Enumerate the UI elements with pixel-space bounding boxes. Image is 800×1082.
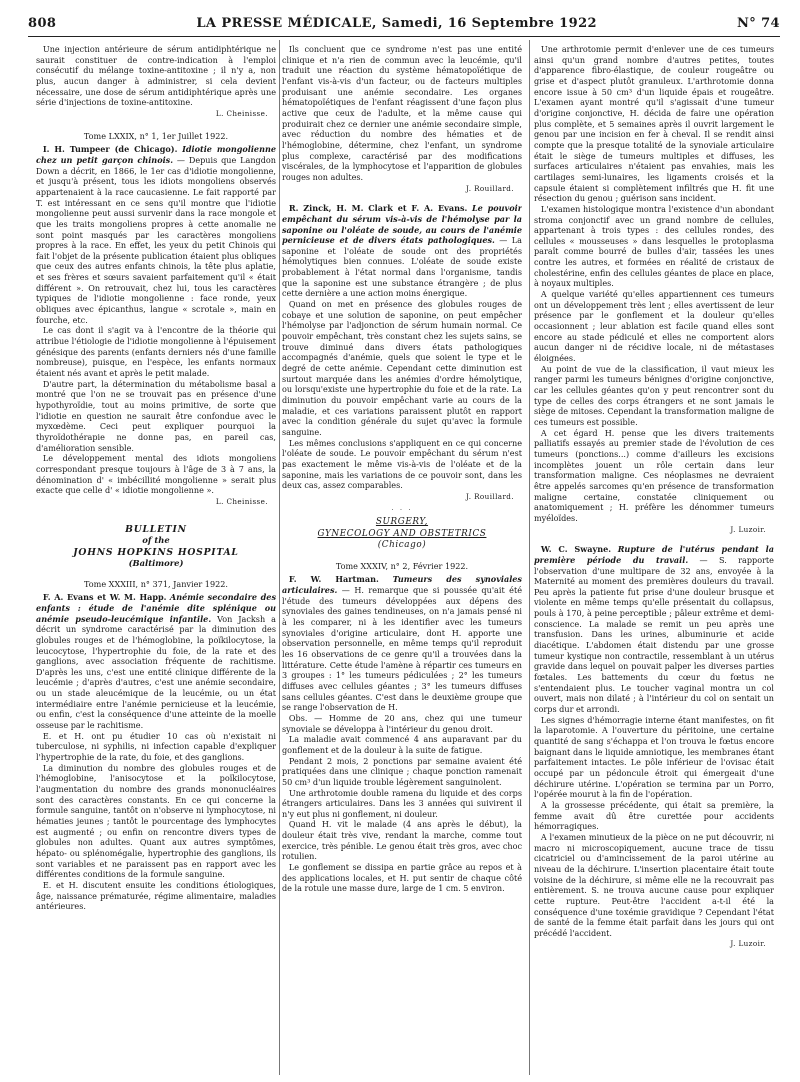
paragraph: La maladie avait commencé 4 ans auparavant par du gonflement et de la douleur à la suite de fatigue. bbox=[282, 734, 522, 755]
paragraph: A cet égard H. pense que les divers traitements palliatifs essayés au premier stade de l'évolution de ces tumeurs (ponctions...) comme d'ailleurs les excisions incomplètes jouent un rôle certain dans leur transformation maligne. Ces néoplasmes ne devraient être appelés sarcomes qu'en présence de transformation maligne certaine, constatée cliniquement ou anatomiquement ; H. préfère les dénommer tumeurs myéloïdes. bbox=[534, 427, 774, 523]
separator-ornament: · · · bbox=[391, 505, 413, 514]
paragraph: A la grossesse précédente, qui était sa première, la femme avait dû être curettée pour accidents hémorragiques. bbox=[534, 799, 774, 832]
section-subtitle: of the bbox=[142, 535, 170, 546]
article-lead bbox=[282, 203, 522, 299]
article-author: I. H. Tumpeer (de Chicago). bbox=[42, 144, 178, 155]
article-author: R. Zinck, H. M. Clark et F. A. Evans. bbox=[288, 203, 468, 214]
paragraph: A l'examen minutieux de la pièce on ne put découvrir, ni macro ni microscopiquement, aucune trace de tissu cicatriciel ou d'amincissement de la paroi utérine au niveau de la déchirure. L'insertion placentaire était toute voisine de la déchirure, si même elle ne la recouvrait pas entièrement. S. ne trouva aucune cause pour expliquer cette rupture. Peut-être l'accident a-t-il été la conséquence d'une toxémie gravidique ? Cependant l'état de santé de la femme était parfait dans les jours qui ont précédé l'accident. bbox=[534, 831, 774, 938]
signature: J. Rouillard. bbox=[466, 183, 514, 193]
article-title: Tumeurs des synoviales articulaires. bbox=[282, 574, 522, 596]
article-title: Le pouvoir empêchant du sérum vis-à-vis de l'hémolyse par la saponine ou l'oléate de soude, au cours de l'anémie pernicieuse et de divers états pathologiques. bbox=[282, 203, 522, 246]
article-text: — S. rapporte l'observation d'une multipare de 32 ans, envoyée à la Maternité au moment des premières douleurs du travail. Peu après la patiente fut prise d'une douleur brusque et violente en même temps qu'elle présentait du collapsus, pouls à 170, à peine perceptible ; pâleur extrême et demi-conscience. La malade se remit un peu après une transfusion. Dans les urines, albuminurie et acide diacétique. L'abdomen était distendu par une grosse tumeur kystique non contractile, ressemblant à un utérus gravide dans lequel on pouvait palper les diverses parties fœtales. Les battements du cœur du fœtus ne s'entendaient plus. Le toucher vaginal montra un col ouvert, mais non dilaté ; à l'intérieur du col on sentait un corps dur et arrondi. bbox=[534, 554, 774, 715]
page-number: 808 bbox=[28, 16, 57, 31]
signature: J. Luzoir. bbox=[730, 939, 766, 949]
paragraph: D'autre part, la détermination du métabolisme basal a montré que l'on ne se trouvait pas en présence d'une hypothyroïdie, tout au moins primitive, de sorte que l'idiotie en question ne saurait être confondue avec le myxœdème. Ceci peut expliquer pourquoi la thyroïdothérapie ne donne pas, en pareil cas, d'amélioration sensible. bbox=[36, 378, 276, 453]
issue-reference: Tome XXXIII, n° 371, Janvier 1922. bbox=[84, 578, 228, 589]
article-lead bbox=[534, 544, 774, 715]
paragraph: E. et H. discutent ensuite les conditions étiologiques, âge, naissance prématurée, régime alimentaire, maladies antérieures. bbox=[36, 879, 276, 912]
paragraph: Ils concluent que ce syndrome n'est pas une entité clinique et n'a rien de commun avec la leucémie, qu'il traduit une réaction du système hématopoïétique de l'enfant vis-à-vis d'un facteur, ou de facteurs multiples produisant une anémie secondaire. Les organes hématopoïétiques de l'enfant réagissent d'une façon plus active que ceux de l'adulte, et la même cause qui produirait chez ce dernier une anémie secondaire simple, avec réduction du nombre des hématies et de l'hémoglobine, détermine, chez l'enfant, un syndrome plus complexe, caractérisé par des modifications viscérales, de la lymphocytose et l'apparition de globules rouges non adultes. bbox=[282, 44, 522, 182]
issue-reference: Tome XXXIV, n° 2, Février 1922. bbox=[335, 560, 469, 571]
article-author: F. A. Evans et W. M. Happ. bbox=[42, 592, 167, 603]
paragraph: Une arthrotomie permit d'enlever une de ces tumeurs ainsi qu'un grand nombre d'autres petites, toutes d'apparence fibro-élastique, de couleur rougeâtre ou grise et d'aspect plutôt granuleux. L'arthrotomie donna encore issue à 50 cm³ d'un liquide épais et rougeâtre. L'examen ayant montré qu'il s'agissait d'une tumeur d'origine conjonctive, H. décida de faire une opération plus complète, et 5 semaines après il ouvrit largement le genou par une incision en fer à cheval. Il se rendit ainsi compte que la presque totalité de la synoviale articulaire était le siège de tumeurs multiples et diffuses, les surfaces articulaires n'étaient pas envahies, mais les cartilages semi-lunaires, les ligaments croisés et la capsule étaient si complètement infiltrés que H. fit une résection du genou ; guérison sans incident. bbox=[534, 44, 774, 204]
section-title: GYNECOLOGY AND OBSTETRICS bbox=[317, 528, 487, 539]
paragraph: Obs. — Homme de 20 ans, chez qui une tumeur synoviale se développa à l'intérieur du genou droit. bbox=[282, 712, 522, 734]
signature: J. Luzoir. bbox=[730, 524, 766, 534]
article-title: Rupture de l'utérus pendant la première période du travail. bbox=[534, 544, 774, 565]
paragraph: Le développement mental des idiots mongoliens correspondant presque toujours à l'âge de 3 à 7 ans, la dénomination d' « imbécillité mongolienne » serait plus exacte que celle d' « idiotie mongolienne ». bbox=[36, 453, 276, 496]
article-text: — La saponine et l'oléate de soude ont des propriétés hémolytiques bien connues. L'oléate de soude existe probablement à l'état normal dans l'organisme, tandis que la saponine est une substance étrangère ; de plus cette dernière a une action moins énergique. bbox=[282, 235, 522, 299]
paragraph: Les mêmes conclusions s'appliquent en ce qui concerne l'oléate de soude. Le pouvoir empêchant du sérum n'est pas exactement le même vis-à-vis de l'oléate et de la saponine, mais les variations de ce pouvoir sont, dans les deux cas, assez comparables. bbox=[282, 437, 522, 491]
paragraph: A quelque variété qu'elles appartiennent ces tumeurs ont un développement très lent ; elles avertissent de leur présence par le gonflement et la douleur qu'elles occasionnent ; leur ablation est facile quand elles sont encore au stade pédiculé et elles ne comportent alors aucun danger ni de récidive locale, ni de métastases éloignées. bbox=[534, 289, 774, 364]
paragraph: Le cas dont il s'agit va à l'encontre de la théorie qui attribue l'étiologie de l'idiotie mongolienne à l'épuisement génésique des parents (enfants derniers nés d'une famille nombreuse), puisque, en l'espèce, les enfants normaux étaient nés avant et après le petit malade. bbox=[36, 325, 276, 379]
issue-number: N° 74 bbox=[737, 16, 780, 31]
paragraph: La diminution du nombre des globules rouges et de l'hémoglobine, l'anisocytose et la poïkilocytose, l'augmentation du nombre des grands mononucléaires sont des caractères constants. En ce qui concerne la formule sanguine, tantôt on n'observe ni lymphocytose, ni hématies jeunes ; tantôt le pourcentage des lymphocytes est augmenté ; ou enfin on rencontre divers types de globules non adultes. Quant aux autres symptômes, hépato- ou splénomégalie, hypertrophie des ganglions, ils sont variables et ne paraissent pas en rapport avec les différentes conditions de la formule sanguine. bbox=[36, 762, 276, 880]
section-title: BULLETIN bbox=[125, 523, 187, 535]
paragraph: Au point de vue de la classification, il vaut mieux les ranger parmi les tumeurs bénignes d'origine conjonctive, car les cellules géantes qu'on y peut rencontrer sont du type de celles des corps étrangers et ne sont jamais le siège de mitoses. Cependant la transformation maligne de ces tumeurs est possible. bbox=[534, 363, 774, 427]
column-2 bbox=[282, 44, 522, 1069]
section-location: (Chicago) bbox=[377, 540, 427, 551]
article-title: Anémie secondaire des enfants : étude de l'anémie dite splénique ou anémie pseudo-leucémique infantile. bbox=[36, 592, 276, 624]
signature: J. Rouillard. bbox=[466, 491, 514, 501]
article-lead bbox=[36, 592, 276, 731]
section-title: SURGERY, bbox=[375, 517, 429, 528]
signature: L. Cheinisse. bbox=[215, 496, 268, 506]
column-divider bbox=[279, 40, 280, 1075]
article-text: — Depuis que Langdon Down a décrit, en 1866, le 1er cas d'idiotie mongolienne, et jusqu'à présent, tous les idiots mongoliens observés appartenaient à la race caucasienne. Le fait rapporté par T. est intéressant en ce sens qu'il montre que l'idiotie mongolienne peut aussi survenir dans la race mongole et que les traits mongoliens propres à cette anomalie ne sont point masqués par les caractères mongoliens propres à la race. En effet, les yeux du petit Chinois qui fait l'objet de la présente publication étaient plus obliques que ceux des autres enfants chinois, la tête plus aplatie, et ses frères et sœurs savaient parfaitement qu'il « était différent ». On retrouvait, chez lui, tous les caractères typiques de l'idiotie mongolienne : face ronde, yeux obliques avec épicanthus, langue « scrotale », main en fourche, etc. bbox=[36, 154, 276, 325]
paragraph: Quand H. vit le malade (4 ans après le début), la douleur était très vive, rendant la marche, comme tout exercice, très pénible. Le genou était très gros, avec choc rotulien. bbox=[282, 819, 522, 862]
column-3 bbox=[534, 44, 774, 1069]
article-text: Von Jacksh a décrit un syndrome caractérisé par la diminution des globules rouges et de l'hémoglobine, la poïkilocytose, la leucocytose, l'hypertrophie du foie, de la rate et des ganglions, avec association fréquente de rachitisme. D'après les uns, c'est une entité clinique différente de la leucémie ; d'après d'autres, c'est une anémie secondaire, ou un stade aleucémique de la leucémie, ou un état intermédiaire entre l'anémie pernicieuse et la leucémie, ou enfin, c'est la conséquence d'une atteinte de la moelle osseuse par le rachitisme. bbox=[36, 613, 276, 731]
section-location: (Baltimore) bbox=[128, 558, 184, 569]
article-author: W. C. Swayne. bbox=[540, 544, 612, 555]
article-text: — H. remarque que si poussée qu'ait été l'étude des tumeurs développées aux dépens des synoviales des gaines tendineuses, on n'a jamais pensé ni à les comparer, ni à les identifier avec les tumeurs synoviales d'origine articulaire, dont H. apporte une observation personnelle, en même temps qu'il reproduit les 16 observations de ce genre qu'il a trouvées dans la littérature. Cette étude l'amène à répartir ces tumeurs en 3 groupes : 1° les tumeurs pédiculées ; 2° les tumeurs diffuses avec cellules géantes ; 3° les tumeurs diffuses sans cellules géantes. C'est dans le deuxième groupe que se range l'observation de H. bbox=[282, 585, 522, 713]
issue-reference: Tome LXXIX, n° 1, 1er Juillet 1922. bbox=[83, 130, 229, 141]
header-rule bbox=[28, 36, 780, 37]
section-title: JOHNS HOPKINS HOSPITAL bbox=[73, 546, 239, 558]
paragraph: Le gonflement se dissipa en partie grâce au repos et à des applications locales, et H. put sentir de chaque côté de la rotule une masse dure, large de 1 cm. 5 environ. bbox=[282, 862, 522, 894]
paragraph: Les signes d'hémorragie interne étant manifestes, on fit la laparotomie. A l'ouverture du péritoine, une certaine quantité de sang s'échappa et l'on trouva le fœtus encore baignant dans le liquide amniotique, les membranes étant parfaitement intactes. Le pôle inférieur de l'ovisac était occupé par un pédoncule étroit qui émergeait d'une déchirure utérine. L'opération se termina par un Porro, l'opérée mourut à la fin de l'opération. bbox=[534, 714, 774, 800]
column-1 bbox=[36, 44, 276, 1069]
paragraph: L'examen histologique montra l'existence d'un abondant stroma conjonctif avec un grand nombre de cellules, appartenant à trois types : des cellules rondes, des cellules « mousseuses » dans lesquelles le protoplasma paraît comme bourré de bulles d'air, tassées les unes contre les autres, et formées en réalité de cristaux de cholestérine, enfin des cellules géantes de place en place, à noyaux multiples. bbox=[534, 203, 774, 289]
article-author: F. W. Hartman. bbox=[288, 574, 379, 585]
paragraph: E. et H. ont pu étudier 10 cas où n'existait ni tuberculose, ni syphilis, ni infection capable d'expliquer l'hypertrophie de la rate, du foie, et des ganglions. bbox=[36, 730, 276, 763]
paragraph: Une injection antérieure de sérum antidiphtérique ne saurait constituer de contre-indication à l'emploi consécutif du mélange toxine-antitoxine ; il n'y a, non plus, aucun danger à administrer, si cela devient nécessaire, une dose de sérum antidiphtérique après une série d'injections de toxine-antitoxine. bbox=[36, 44, 276, 108]
paragraph: Une arthrotomie double ramena du liquide et des corps étrangers articulaires. Dans les 3 années qui suivirent il n'y eut plus ni gonflement, ni douleur. bbox=[282, 787, 522, 819]
column-divider bbox=[529, 40, 530, 1075]
journal-section-heading bbox=[36, 524, 276, 570]
signature: L. Cheinisse. bbox=[215, 108, 268, 118]
page-header bbox=[28, 16, 780, 36]
paragraph: Quand on met en présence des globules rouges de cobaye et une solution de saponine, on peut empêcher l'hémolyse par l'adjonction de sérum humain normal. Ce pouvoir empêchant, très constant chez les sujets sains, se trouve diminué dans divers états pathologiques accompagnés d'anémie, quels que soient le type et le degré de cette anémie. Cependant cette diminution est surtout marquée dans les anémies d'ordre hémolytique, ou lorsqu'existe une hypertrophie du foie et de la rate. La diminution du pouvoir empêchant varie au cours de la maladie, et ces variations paraissent plutôt en rapport avec la condition générale du sujet qu'avec la formule sanguine. bbox=[282, 299, 522, 437]
article-lead bbox=[36, 144, 276, 325]
article-title: Idiotie mongolienne chez un petit garçon chinois. bbox=[36, 144, 276, 165]
journal-title: LA PRESSE MÉDICALE, Samedi, 16 Septembre 1922 bbox=[196, 16, 597, 31]
article-lead bbox=[282, 574, 522, 713]
paragraph: Pendant 2 mois, 2 ponctions par semaine avaient été pratiquées dans une clinique ; chaque ponction ramenait 50 cm³ d'un liquide trouble légèrement sanguinolent. bbox=[282, 755, 522, 787]
